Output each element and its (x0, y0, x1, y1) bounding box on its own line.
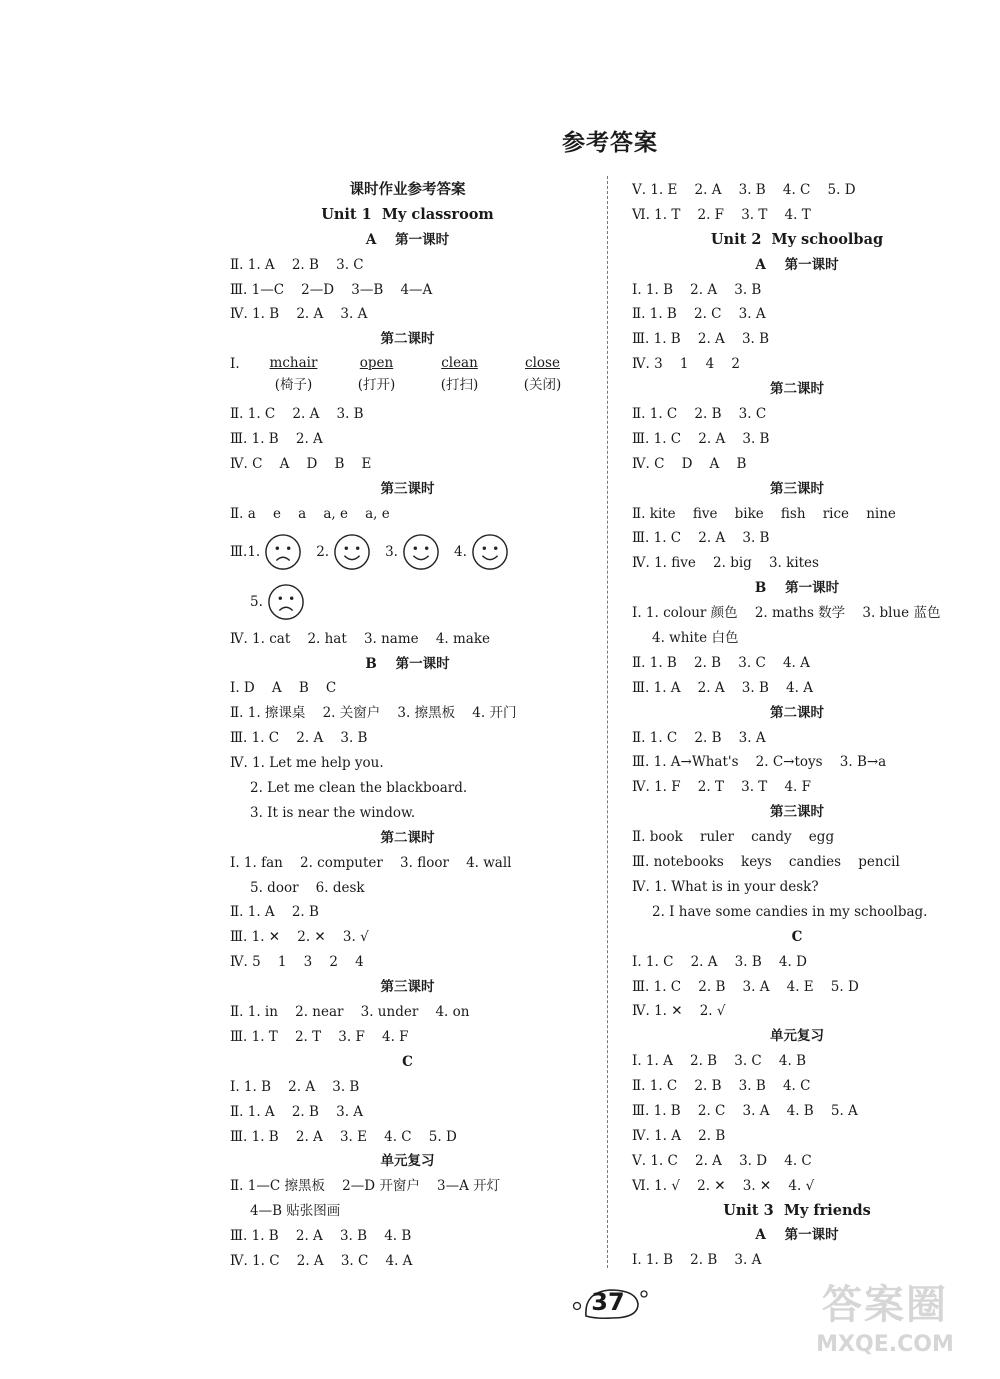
word-chinese: (椅子) (274, 377, 313, 394)
answer-line: Ⅱ. 1. C 2. B 3. C (632, 406, 767, 423)
lesson-title: C (791, 928, 803, 945)
answer-line: 4. white 白色 (652, 630, 739, 647)
page-number: 37 (591, 1288, 625, 1316)
answer-line: Ⅳ. 1. B 2. A 3. A (230, 306, 368, 323)
watermark-logo: 答案圈 (822, 1282, 948, 1328)
unit-title: Unit 1 My classroom (321, 205, 494, 223)
answer-line: Ⅳ. 1. F 2. T 3. T 4. F (632, 779, 811, 796)
answer-line: Ⅰ. 1. B 2. A 3. B (230, 1078, 360, 1095)
word-item (501, 352, 584, 396)
faces-row (230, 577, 585, 627)
answer-line: Ⅵ. 1. T 2. F 3. T 4. T (632, 206, 811, 223)
answer-line: Ⅰ. 1. fan 2. computer 3. floor 4. wall (230, 854, 512, 871)
answer-line: Ⅳ. 1. ✕ 2. √ (632, 1003, 726, 1020)
answer-line: Ⅱ. 1—C 擦黑板 2—D 开窗户 3—A 开灯 (230, 1178, 501, 1195)
answer-line: Ⅲ. 1. C 2. A 3. B (230, 730, 368, 747)
answer-line: Ⅲ. 1. A 2. A 3. B 4. A (632, 679, 813, 696)
left-column (230, 178, 585, 1274)
answer-line: Ⅱ. book ruler candy egg (632, 829, 835, 846)
word-chinese: (打扫) (440, 377, 479, 394)
answer-line: Ⅱ. 1. C 2. A 3. B (230, 406, 364, 423)
answer-line: 2. Let me clean the blackboard. (250, 780, 468, 797)
face-answer (316, 533, 371, 571)
answer-line: Ⅱ. 1. 擦课桌 2. 关窗户 3. 擦黑板 4. 开门 (230, 705, 517, 722)
watermark (780, 1280, 990, 1375)
lesson-title: A 第一课时 (365, 231, 450, 248)
answer-line: Ⅱ. 1. A 2. B (230, 904, 319, 921)
lesson-title: A 第一课时 (755, 256, 839, 273)
answer-line: Ⅲ. 1. B 2. A (230, 431, 323, 448)
answer-line: Ⅱ. 1. in 2. near 3. under 4. on (230, 1004, 470, 1021)
lesson-title: B 第一课时 (754, 580, 840, 597)
answer-line: Ⅰ. 1. B 2. B 3. A (632, 1252, 762, 1269)
sad-face-icon (267, 583, 305, 621)
answer-line: Ⅳ. 1. C 2. A 3. C 4. A (230, 1252, 413, 1269)
happy-face-icon (402, 533, 440, 571)
word-chinese: (关闭) (523, 377, 562, 394)
face-answer (247, 533, 302, 571)
answer-line: Ⅱ. 1. C 2. B 3. B 4. C (632, 1078, 811, 1095)
word-chinese: (打开) (357, 377, 396, 394)
lesson-title: B 第一课时 (365, 655, 450, 672)
answer-line: Ⅳ. 1. What is in your desk? (632, 878, 819, 895)
answer-line: Ⅰ. 1. colour 颜色 2. maths 数学 3. blue 蓝色 (632, 605, 941, 622)
lesson-title: 第二课时 (380, 331, 435, 348)
sad-face-icon (264, 533, 302, 571)
answer-line: Ⅲ. 1. C 2. A 3. B (632, 430, 770, 447)
lesson-title: C (402, 1053, 413, 1070)
answer-line: 5. door 6. desk (250, 879, 365, 896)
answer-line: 3. It is near the window. (250, 804, 416, 821)
section-heading: 课时作业参考答案 (349, 181, 466, 198)
answer-line: 2. I have some candies in my schoolbag. (652, 903, 928, 920)
answer-line: Ⅰ. 1. A 2. B 3. C 4. B (632, 1053, 807, 1070)
answer-line: Ⅳ. 1. five 2. big 3. kites (632, 555, 819, 572)
watermark-url: MXQE.COM (816, 1332, 954, 1357)
answer-line: Ⅴ. 1. E 2. A 3. B 4. C 5. D (632, 182, 856, 198)
roman-numeral: Ⅰ. (230, 356, 240, 373)
right-column (632, 178, 962, 1273)
answer-line: Ⅴ. 1. C 2. A 3. D 4. C (632, 1152, 812, 1169)
unit-title: Unit 2 My schoolbag (710, 230, 884, 248)
faces-row (230, 527, 585, 577)
lesson-title: 第二课时 (770, 381, 824, 398)
answer-line: Ⅲ. notebooks keys candies pencil (632, 854, 900, 871)
lesson-title: 单元复习 (380, 1153, 435, 1170)
answer-line: Ⅳ. 5 1 3 2 4 (230, 954, 364, 971)
lesson-title: 第二课时 (380, 829, 435, 846)
answer-line: Ⅱ. kite five bike fish rice nine (632, 505, 896, 522)
answer-line: Ⅱ. 1. B 2. C 3. A (632, 306, 766, 323)
answer-line: Ⅳ. 1. cat 2. hat 3. name 4. make (230, 630, 491, 647)
answer-line: Ⅳ. 1. A 2. B (632, 1127, 726, 1144)
unit-title: Unit 3 My friends (723, 1201, 871, 1219)
face-number: 1. (247, 543, 261, 560)
answer-line: Ⅲ. 1. B 2. C 3. A 4. B 5. A (632, 1102, 858, 1119)
answer-line: Ⅳ. 3 1 4 2 (632, 356, 740, 373)
lesson-title: 第三课时 (770, 480, 824, 497)
answer-line: Ⅱ. 1. C 2. B 3. A (632, 729, 766, 746)
word-english: clean (441, 355, 478, 372)
lesson-title: 单元复习 (770, 1028, 824, 1045)
happy-face-icon (333, 533, 371, 571)
face-number: 3. (385, 543, 398, 560)
answer-line: Ⅳ. 1. Let me help you. (230, 755, 384, 772)
answer-line: Ⅱ. a e a a, e a, e (230, 505, 390, 522)
answer-line: Ⅲ. 1. B 2. A 3. B 4. B (230, 1228, 412, 1245)
column-divider (607, 176, 608, 1268)
answer-line: Ⅱ. 1. B 2. B 3. C 4. A (632, 654, 810, 671)
word-item (335, 352, 418, 396)
answer-line: Ⅱ. 1. A 2. B 3. C (230, 256, 364, 273)
word-english: mchair (269, 355, 318, 372)
answer-line: Ⅰ. 1. C 2. A 3. B 4. D (632, 953, 807, 970)
answer-line: Ⅲ. 1. C 2. B 3. A 4. E 5. D (632, 978, 859, 995)
face-number: 2. (316, 543, 330, 560)
answer-line: Ⅵ. 1. √ 2. ✕ 3. ✕ 4. √ (632, 1177, 815, 1194)
answer-line: Ⅲ. 1—C 2—D 3—B 4—A (230, 281, 433, 298)
answer-line: Ⅰ. D A B C (230, 680, 337, 697)
word-answer-row (230, 352, 585, 402)
face-number: 4. (453, 543, 467, 560)
answer-line: Ⅲ. 1. B 2. A 3. E 4. C 5. D (230, 1128, 457, 1145)
face-answer (385, 533, 440, 571)
answer-line: Ⅰ. 1. B 2. A 3. B (632, 281, 762, 298)
answer-line: 4—B 贴张图画 (250, 1203, 341, 1220)
answer-line: Ⅲ. 1. B 2. A 3. B (632, 331, 770, 348)
answer-line: Ⅲ. 1. ✕ 2. ✕ 3. √ (230, 929, 369, 946)
lesson-title: A 第一课时 (755, 1227, 839, 1244)
answer-line: Ⅲ. 1. A→What's 2. C→toys 3. B→a (632, 754, 887, 771)
word-item (418, 352, 501, 396)
lesson-title: 第三课时 (380, 480, 435, 497)
answer-line: Ⅳ. C A D B E (230, 456, 372, 473)
lesson-title: 第三课时 (770, 804, 824, 821)
face-answer (454, 533, 509, 571)
roman-numeral: Ⅲ. (230, 543, 248, 560)
happy-face-icon (471, 533, 509, 571)
page-title: 参考答案 (562, 129, 658, 156)
face-number: 5. (250, 593, 263, 610)
word-english: open (359, 355, 394, 372)
answer-line: Ⅳ. C D A B (632, 455, 747, 472)
face-answer (250, 583, 305, 621)
lesson-title: 第二课时 (770, 704, 824, 721)
word-item (252, 352, 335, 396)
answer-line: Ⅲ. 1. T 2. T 3. F 4. F (230, 1028, 409, 1045)
answer-line: Ⅱ. 1. A 2. B 3. A (230, 1103, 364, 1120)
word-english: close (525, 355, 560, 372)
lesson-title: 第三课时 (380, 979, 435, 996)
answer-line: Ⅲ. 1. C 2. A 3. B (632, 530, 770, 547)
